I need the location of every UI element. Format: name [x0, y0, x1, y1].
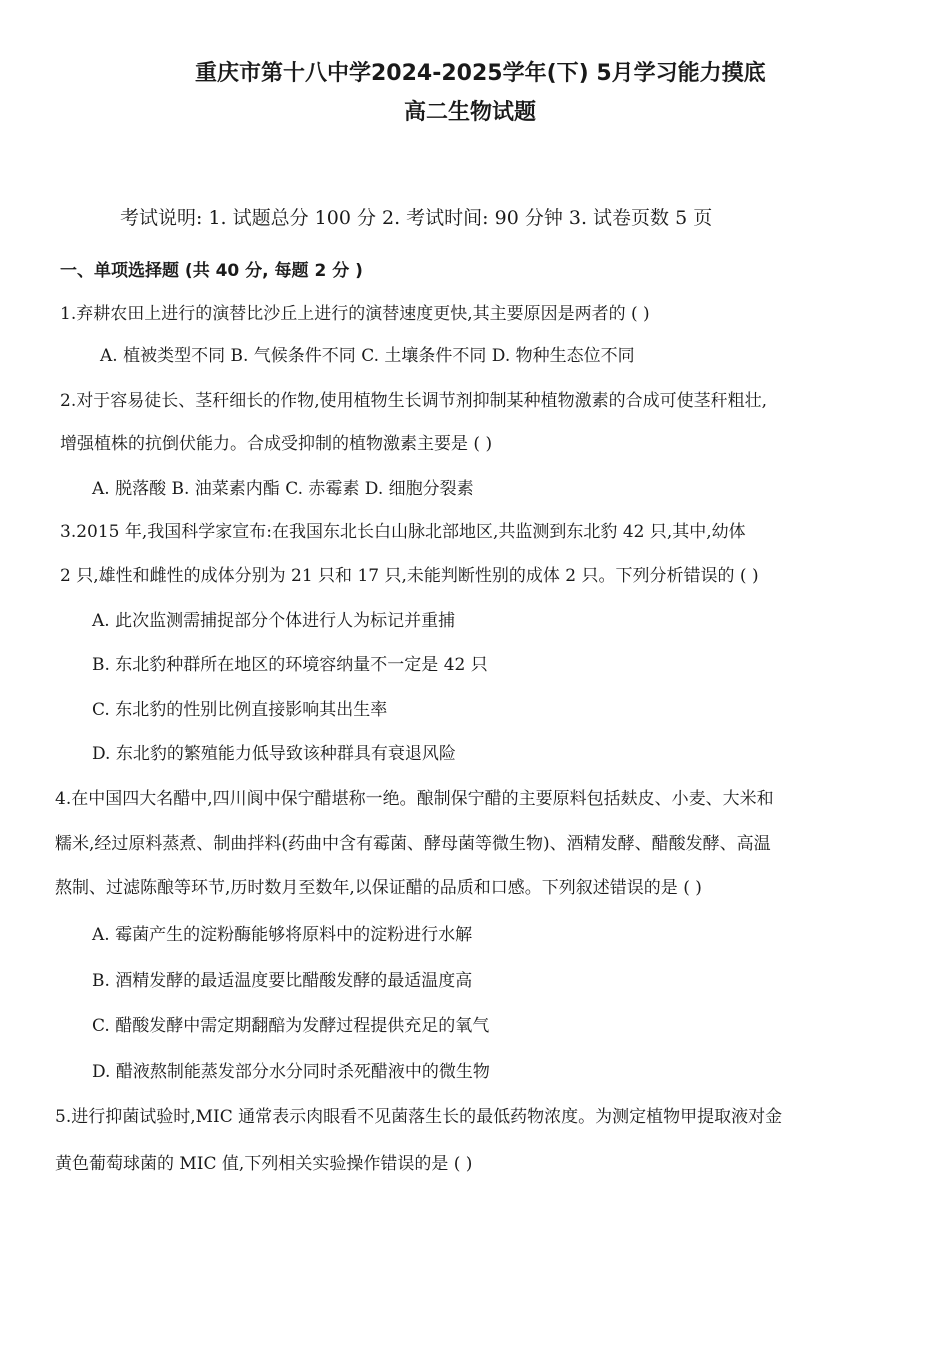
- section-heading: 一、单项选择题 (共 40 分, 每题 2 分 ): [60, 261, 363, 281]
- option-c: C. 醋酸发酵中需定期翻醅为发酵过程提供充足的氧气: [92, 1016, 490, 1036]
- question-stem: 熬制、过滤陈酿等环节,历时数月至数年,以保证醋的品质和口感。下列叙述错误的是 ( ): [55, 878, 702, 898]
- question-options: A. 植被类型不同 B. 气候条件不同 C. 土壤条件不同 D. 物种生态位不同: [100, 346, 635, 366]
- option-d: D. 醋液熬制能蒸发部分水分同时杀死醋液中的微生物: [92, 1062, 490, 1082]
- question-stem: 5.进行抑菌试验时,MIC 通常表示肉眼看不见菌落生长的最低药物浓度。为测定植物甲提取液对金: [55, 1107, 783, 1127]
- option-d: D. 东北豹的繁殖能力低导致该种群具有衰退风险: [92, 744, 456, 764]
- page-subtitle: 高二生物试题: [404, 100, 537, 125]
- question-stem: 增强植株的抗倒伏能力。合成受抑制的植物激素主要是 ( ): [60, 434, 493, 454]
- question-stem: 黄色葡萄球菌的 MIC 值,下列相关实验操作错误的是 ( ): [55, 1154, 473, 1174]
- question-stem: 2.对于容易徒长、茎秆细长的作物,使用植物生长调节剂抑制某种植物激素的合成可使茎秆粗壮,: [60, 391, 768, 411]
- question-options: A. 脱落酸 B. 油菜素内酯 C. 赤霉素 D. 细胞分裂素: [92, 479, 474, 499]
- exam-info: 考试说明: 1. 试题总分 100 分 2. 考试时间: 90 分钟 3. 试卷页数 5 页: [120, 207, 713, 229]
- question-stem: 1.弃耕农田上进行的演替比沙丘上进行的演替速度更快,其主要原因是两者的 ( ): [60, 304, 650, 324]
- option-c: C. 东北豹的性别比例直接影响其出生率: [92, 700, 388, 720]
- question-stem: 糯米,经过原料蒸煮、制曲拌料(药曲中含有霉菌、酵母菌等微生物)、酒精发酵、醋酸发酵、高温: [55, 834, 771, 854]
- option-b: B. 东北豹种群所在地区的环境容纳量不一定是 42 只: [92, 655, 488, 675]
- question-stem: 4.在中国四大名醋中,四川阆中保宁醋堪称一绝。酿制保宁醋的主要原料包括麸皮、小麦、大米和: [55, 789, 774, 809]
- option-b: B. 酒精发酵的最适温度要比醋酸发酵的最适温度高: [92, 971, 473, 991]
- option-a: A. 霉菌产生的淀粉酶能够将原料中的淀粉进行水解: [92, 925, 473, 945]
- page-title: 重庆市第十八中学2024-2025学年(下) 5月学习能力摸底: [195, 61, 766, 86]
- option-a: A. 此次监测需捕捉部分个体进行人为标记并重捕: [92, 611, 456, 631]
- question-stem: 2 只,雄性和雌性的成体分别为 21 只和 17 只,未能判断性别的成体 2 只。下列分析错误的 ( ): [60, 566, 759, 586]
- question-stem: 3.2015 年,我国科学家宣布:在我国东北长白山脉北部地区,共监测到东北豹 42 只,其中,幼体: [60, 522, 746, 542]
